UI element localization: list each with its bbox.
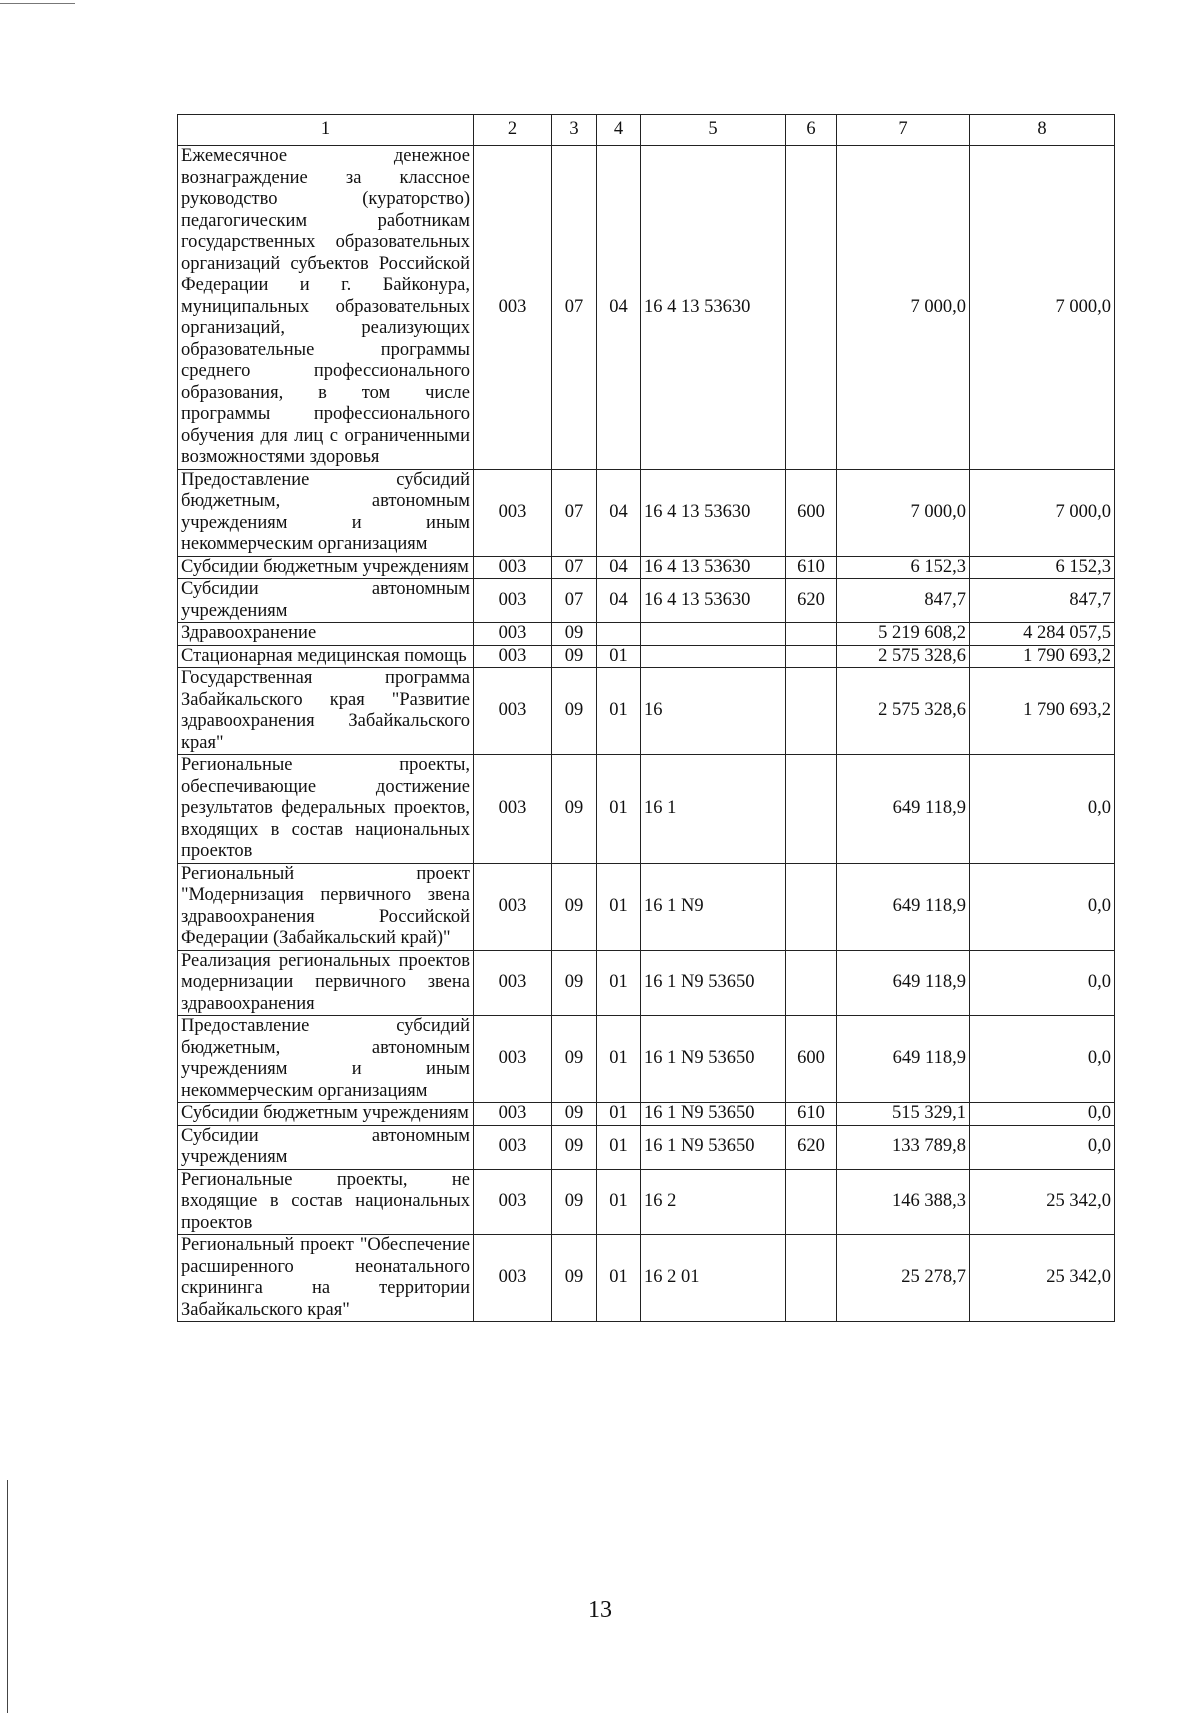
amount-year2-cell: 6 152,3 [970,556,1115,579]
row-name-cell: Субсидии автономным учреждениям [178,1125,474,1169]
subsection-cell: 01 [597,1169,641,1235]
target-article-cell: 16 4 13 53630 [641,579,786,623]
amount-year2-cell: 7 000,0 [970,146,1115,470]
target-article-cell: 16 1 N9 53650 [641,1103,786,1126]
table-row [178,146,1115,470]
target-article-cell: 16 2 [641,1169,786,1235]
page-number: 13 [588,1597,612,1623]
amount-year2-cell: 0,0 [970,1103,1115,1126]
expense-type-cell [786,645,837,668]
admin-code-cell: 003 [474,1125,552,1169]
column-header: 7 [837,115,970,146]
target-article-cell [641,623,786,646]
table-row [178,469,1115,556]
subsection-cell: 01 [597,1125,641,1169]
target-article-cell: 16 1 N9 53650 [641,1016,786,1103]
amount-year2-cell: 4 284 057,5 [970,623,1115,646]
expense-type-cell [786,863,837,950]
row-name-cell: Региональные проекты, не входящие в состав национальных проектов [178,1169,474,1235]
table-row [178,950,1115,1016]
amount-year1-cell: 649 118,9 [837,755,970,864]
row-name-cell: Региональный проект "Модернизация первичного звена здравоохранения Российской Федерации (Забайкальский край)" [178,863,474,950]
expense-type-cell: 620 [786,1125,837,1169]
subsection-cell: 04 [597,469,641,556]
subsection-cell: 04 [597,556,641,579]
amount-year2-cell: 1 790 693,2 [970,645,1115,668]
section-cell: 09 [552,1016,597,1103]
row-name-cell: Субсидии бюджетным учреждениям [178,1103,474,1126]
admin-code-cell: 003 [474,556,552,579]
admin-code-cell: 003 [474,1016,552,1103]
row-name-cell: Предоставление субсидий бюджетным, автономным учреждениям и иным некоммерческим организациям [178,1016,474,1103]
target-article-cell: 16 4 13 53630 [641,556,786,579]
section-cell: 07 [552,579,597,623]
table-row [178,863,1115,950]
section-cell: 07 [552,556,597,579]
admin-code-cell: 003 [474,1103,552,1126]
amount-year1-cell: 649 118,9 [837,1016,970,1103]
table-row [178,668,1115,755]
section-cell: 09 [552,623,597,646]
expense-type-cell [786,623,837,646]
table-row [178,645,1115,668]
table-row [178,1016,1115,1103]
target-article-cell: 16 1 [641,755,786,864]
scan-edge-line [0,3,75,4]
expense-type-cell: 620 [786,579,837,623]
amount-year2-cell: 0,0 [970,755,1115,864]
column-header: 2 [474,115,552,146]
admin-code-cell: 003 [474,146,552,470]
amount-year2-cell: 25 342,0 [970,1235,1115,1322]
admin-code-cell: 003 [474,1235,552,1322]
amount-year1-cell: 2 575 328,6 [837,668,970,755]
target-article-cell: 16 4 13 53630 [641,469,786,556]
column-header: 6 [786,115,837,146]
amount-year2-cell: 0,0 [970,863,1115,950]
target-article-cell: 16 4 13 53630 [641,146,786,470]
row-name-cell: Региональный проект "Обеспечение расширенного неонатального скрининга на территории Забайкальского края" [178,1235,474,1322]
section-cell: 09 [552,668,597,755]
column-header: 3 [552,115,597,146]
column-header: 4 [597,115,641,146]
amount-year1-cell: 25 278,7 [837,1235,970,1322]
amount-year1-cell: 649 118,9 [837,863,970,950]
section-cell: 09 [552,755,597,864]
row-name-cell: Государственная программа Забайкальского края "Развитие здравоохранения Забайкальского края" [178,668,474,755]
amount-year1-cell: 5 219 608,2 [837,623,970,646]
table-row [178,1169,1115,1235]
admin-code-cell: 003 [474,863,552,950]
table-header-row [178,115,1115,146]
subsection-cell: 01 [597,645,641,668]
amount-year2-cell: 0,0 [970,950,1115,1016]
expense-type-cell: 600 [786,469,837,556]
target-article-cell: 16 [641,668,786,755]
expense-type-cell [786,1235,837,1322]
subsection-cell: 01 [597,755,641,864]
table-row [178,579,1115,623]
target-article-cell: 16 2 01 [641,1235,786,1322]
amount-year1-cell: 2 575 328,6 [837,645,970,668]
amount-year2-cell: 0,0 [970,1016,1115,1103]
admin-code-cell: 003 [474,469,552,556]
admin-code-cell: 003 [474,623,552,646]
section-cell: 09 [552,863,597,950]
section-cell: 09 [552,1103,597,1126]
expense-type-cell: 610 [786,1103,837,1126]
row-name-cell: Региональные проекты, обеспечивающие достижение результатов федеральных проектов, входящих в состав национальных проектов [178,755,474,864]
target-article-cell [641,645,786,668]
amount-year1-cell: 6 152,3 [837,556,970,579]
row-name-cell: Реализация региональных проектов модернизации первичного звена здравоохранения [178,950,474,1016]
budget-table [177,114,1115,1322]
expense-type-cell: 610 [786,556,837,579]
amount-year2-cell: 847,7 [970,579,1115,623]
subsection-cell: 01 [597,668,641,755]
subsection-cell: 04 [597,579,641,623]
table-row [178,1235,1115,1322]
section-cell: 09 [552,1169,597,1235]
subsection-cell: 01 [597,950,641,1016]
admin-code-cell: 003 [474,668,552,755]
expense-type-cell: 600 [786,1016,837,1103]
amount-year1-cell: 7 000,0 [837,146,970,470]
amount-year1-cell: 7 000,0 [837,469,970,556]
amount-year1-cell: 133 789,8 [837,1125,970,1169]
section-cell: 09 [552,1235,597,1322]
row-name-cell: Субсидии автономным учреждениям [178,579,474,623]
expense-type-cell [786,1169,837,1235]
table-row [178,755,1115,864]
row-name-cell: Субсидии бюджетным учреждениям [178,556,474,579]
subsection-cell: 01 [597,1235,641,1322]
table-row [178,1103,1115,1126]
expense-type-cell [786,668,837,755]
section-cell: 07 [552,469,597,556]
amount-year2-cell: 25 342,0 [970,1169,1115,1235]
row-name-cell: Ежемесячное денежное вознаграждение за классное руководство (кураторство) педагогическим работникам государственных образовательных организаций субъектов Российской Федерации и г. Байконура, муниципальных образовательных организаций, реализующих образовательные программы среднего профессионального образования, в том числе программы профессионального обучения для лиц с ограниченными возможностями здоровья [178,146,474,470]
amount-year2-cell: 7 000,0 [970,469,1115,556]
amount-year1-cell: 649 118,9 [837,950,970,1016]
admin-code-cell: 003 [474,755,552,864]
row-name-cell: Предоставление субсидий бюджетным, автономным учреждениям и иным некоммерческим организациям [178,469,474,556]
subsection-cell: 04 [597,146,641,470]
subsection-cell: 01 [597,1103,641,1126]
subsection-cell: 01 [597,1016,641,1103]
table-row [178,1125,1115,1169]
table-row [178,556,1115,579]
admin-code-cell: 003 [474,1169,552,1235]
column-header: 5 [641,115,786,146]
amount-year2-cell: 0,0 [970,1125,1115,1169]
expense-type-cell [786,950,837,1016]
row-name-cell: Здравоохранение [178,623,474,646]
expense-type-cell [786,146,837,470]
table-row [178,623,1115,646]
section-cell: 09 [552,1125,597,1169]
subsection-cell [597,623,641,646]
column-header: 8 [970,115,1115,146]
subsection-cell: 01 [597,863,641,950]
amount-year1-cell: 515 329,1 [837,1103,970,1126]
column-header: 1 [178,115,474,146]
admin-code-cell: 003 [474,950,552,1016]
admin-code-cell: 003 [474,645,552,668]
admin-code-cell: 003 [474,579,552,623]
section-cell: 09 [552,950,597,1016]
amount-year2-cell: 1 790 693,2 [970,668,1115,755]
target-article-cell: 16 1 N9 53650 [641,1125,786,1169]
target-article-cell: 16 1 N9 [641,863,786,950]
expense-type-cell [786,755,837,864]
amount-year1-cell: 847,7 [837,579,970,623]
row-name-cell: Стационарная медицинская помощь [178,645,474,668]
target-article-cell: 16 1 N9 53650 [641,950,786,1016]
amount-year1-cell: 146 388,3 [837,1169,970,1235]
section-cell: 09 [552,645,597,668]
section-cell: 07 [552,146,597,470]
